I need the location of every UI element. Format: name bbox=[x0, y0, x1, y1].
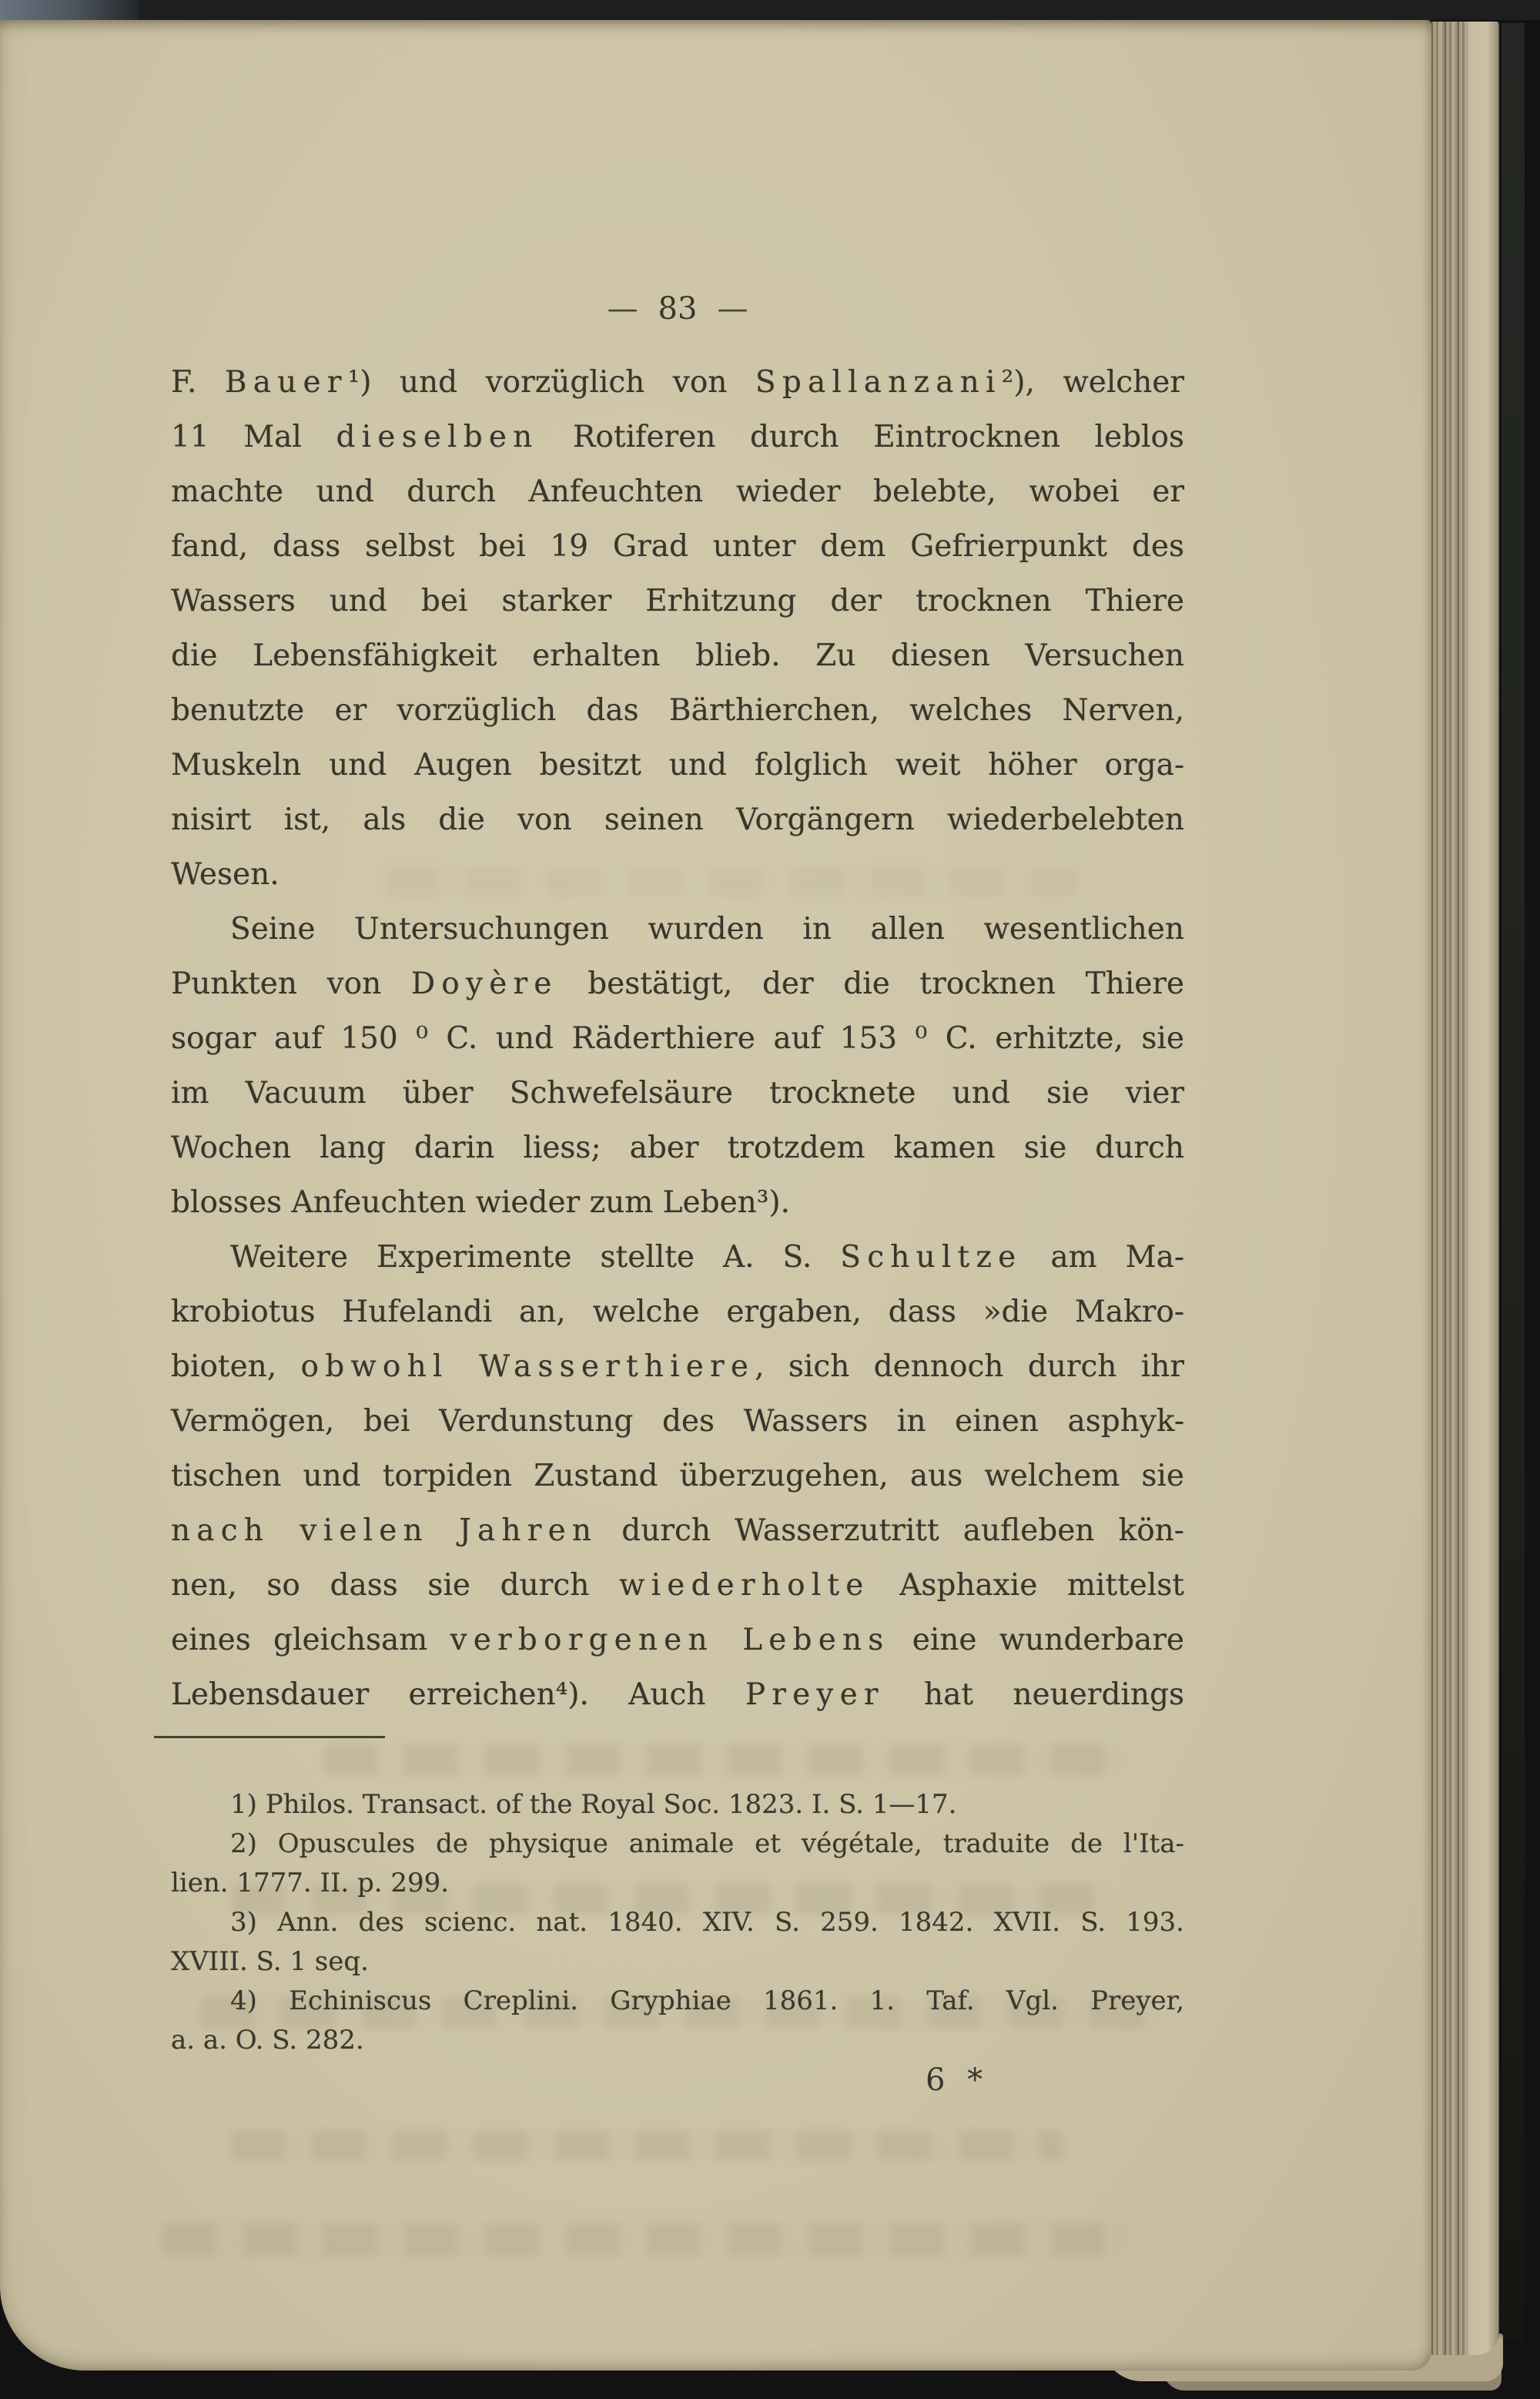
paragraph-2 bbox=[171, 902, 1184, 1230]
show-through-smudge bbox=[323, 1744, 1124, 1776]
text-line bbox=[171, 464, 1184, 519]
text-segment: Weitere Experimente stellte A. S. bbox=[230, 1240, 841, 1275]
text-segment: hat neuerdings bbox=[884, 1677, 1184, 1712]
text-segment: 11 Mal bbox=[171, 420, 336, 454]
page-surface bbox=[0, 20, 1431, 2371]
text-line bbox=[171, 574, 1184, 628]
text-segment: Muskeln und Augen besitzt und folglich weit höher orga- bbox=[171, 748, 1184, 782]
text-segment: Rotiferen durch Eintrocknen leblos bbox=[538, 420, 1184, 454]
fore-edge-striations bbox=[1431, 22, 1468, 2355]
text-line bbox=[171, 792, 1184, 847]
text-segment: F. bbox=[171, 365, 225, 400]
text-line bbox=[171, 1558, 1184, 1613]
text-segment: machte und durch Anfeuchten wieder belebte, wobei er bbox=[171, 474, 1184, 509]
text-segment: dieselben bbox=[336, 420, 539, 454]
text-line bbox=[171, 1449, 1184, 1503]
show-through-smudge bbox=[231, 2130, 1063, 2161]
text-segment: ¹) und vorzüglich von bbox=[347, 365, 755, 400]
text-segment: ²), welcher bbox=[1001, 365, 1184, 400]
text-segment: eines gleichsam bbox=[171, 1623, 450, 1657]
text-line bbox=[171, 1394, 1184, 1449]
text-segment: nen, so dass sie durch bbox=[171, 1568, 620, 1603]
text-segment: Bauer bbox=[224, 365, 348, 400]
footnotes bbox=[171, 1785, 1184, 2060]
text-line bbox=[171, 1613, 1184, 1667]
book-cover-corner bbox=[0, 0, 139, 20]
text-segment: Wassers und bei starker Erhitzung der trocknen Thiere bbox=[171, 584, 1184, 618]
text-segment: nach vielen Jahren bbox=[171, 1513, 598, 1548]
text-segment: bioten, bbox=[171, 1349, 301, 1384]
text-segment: obwohl Wasserthiere bbox=[300, 1349, 755, 1384]
footnote-line: lien. 1777. II. p. 299. bbox=[171, 1868, 450, 1898]
text-line bbox=[171, 628, 1184, 683]
page-header bbox=[171, 291, 1184, 327]
text-segment: Spallanzani bbox=[755, 365, 1002, 400]
text-segment: bestätigt, der die trocknen Thiere bbox=[557, 967, 1184, 1001]
text-line bbox=[171, 738, 1184, 792]
text-line bbox=[171, 519, 1184, 574]
text-segment: Preyer bbox=[745, 1677, 885, 1712]
footnote-line: 1) Philos. Transact. of the Royal Soc. 1823. I. S. 1—17. bbox=[230, 1789, 957, 1820]
text-segment: tischen und torpiden Zustand überzugehen, aus welchem sie bbox=[171, 1459, 1184, 1493]
text-line bbox=[171, 902, 1184, 957]
book-cover-top-edge bbox=[0, 0, 1540, 20]
text-line bbox=[171, 847, 1184, 902]
text-segment: nisirt ist, als die von seinen Vorgängern wiederbelebten bbox=[171, 802, 1184, 837]
text-segment: durch Wasserzutritt aufleben kön- bbox=[598, 1513, 1184, 1548]
text-line bbox=[171, 1339, 1184, 1394]
text-segment: Schultze bbox=[840, 1240, 1023, 1275]
text-segment: fand, dass selbst bei 19 Grad unter dem Gefrierpunkt des bbox=[171, 529, 1184, 564]
text-segment: Punkten von bbox=[171, 967, 411, 1001]
text-line bbox=[171, 1011, 1184, 1066]
text-segment: sogar auf 150 ⁰ C. und Räderthiere auf 153 ⁰ C. erhitzte, sie bbox=[171, 1021, 1184, 1056]
text-line bbox=[171, 355, 1184, 410]
footnote-line: 3) Ann. des scienc. nat. 1840. XIV. S. 259. 1842. XVII. S. 193. bbox=[230, 1907, 1184, 1938]
text-line bbox=[171, 683, 1184, 738]
text-line bbox=[171, 1667, 1184, 1722]
text-segment: die Lebensfähigkeit erhalten blieb. Zu diesen Versuchen bbox=[171, 638, 1184, 673]
fore-edge-light-strip bbox=[1468, 22, 1499, 2355]
text-segment: , sich dennoch durch ihr bbox=[755, 1349, 1184, 1384]
page-number-dash-left: — bbox=[607, 291, 638, 327]
text-segment: Vermögen, bei Verdunstung des Wassers in einen asphyk- bbox=[171, 1404, 1184, 1439]
footnote-line: 2) Opuscules de physique animale et végétale, traduite de l'Ita- bbox=[230, 1828, 1184, 1859]
text-segment: eine wunderbare bbox=[889, 1623, 1184, 1657]
text-line bbox=[171, 1285, 1184, 1339]
body-text bbox=[171, 355, 1184, 1722]
text-segment: blosses Anfeuchten wieder zum Leben³). bbox=[171, 1185, 791, 1220]
page-fore-edge bbox=[1431, 22, 1499, 2355]
footnote-line: XVIII. S. 1 seq. bbox=[171, 1946, 369, 1977]
text-segment: benutzte er vorzüglich das Bärthierchen, welches Nerven, bbox=[171, 693, 1184, 728]
text-segment: verborgenen Lebens bbox=[450, 1623, 890, 1657]
text-line bbox=[171, 1121, 1184, 1175]
text-line bbox=[171, 410, 1184, 464]
text-segment: krobiotus Hufelandi an, welche ergaben, dass »die Makro- bbox=[171, 1295, 1184, 1329]
page-number-dash-right: — bbox=[717, 291, 748, 327]
text-line bbox=[171, 1066, 1184, 1121]
text-line bbox=[171, 957, 1184, 1011]
footnote-separator bbox=[154, 1736, 385, 1738]
text-segment: Wesen. bbox=[171, 857, 280, 892]
text-segment: Seine Untersuchungen wurden in allen wesentlichen bbox=[230, 912, 1184, 947]
text-line bbox=[171, 1175, 1184, 1230]
text-segment: Wochen lang darin liess; aber trotzdem kamen sie durch bbox=[171, 1131, 1184, 1165]
text-segment: Doyère bbox=[410, 967, 558, 1001]
text-line bbox=[171, 1503, 1184, 1558]
paragraph-3 bbox=[171, 1230, 1184, 1722]
show-through-smudge bbox=[162, 2223, 1132, 2257]
text-segment: Asphaxie mittelst bbox=[869, 1568, 1184, 1603]
text-segment: am Ma- bbox=[1022, 1240, 1185, 1275]
text-segment: wiederholte bbox=[619, 1568, 870, 1603]
paragraph-1 bbox=[171, 355, 1184, 902]
footnote-line: a. a. O. S. 282. bbox=[171, 2025, 364, 2056]
background-shadow bbox=[1502, 23, 1525, 2341]
text-segment: Lebensdauer erreichen⁴). Auch bbox=[171, 1677, 745, 1712]
text-segment: im Vacuum über Schwefelsäure trocknete und sie vier bbox=[171, 1076, 1184, 1111]
footnote-line: 4) Echiniscus Creplini. Gryphiae 1861. 1. Taf. Vgl. Preyer, bbox=[230, 1985, 1184, 2016]
page-number: 83 bbox=[658, 291, 698, 327]
text-line bbox=[171, 1230, 1184, 1285]
signature-mark: 6 * bbox=[926, 2062, 989, 2098]
